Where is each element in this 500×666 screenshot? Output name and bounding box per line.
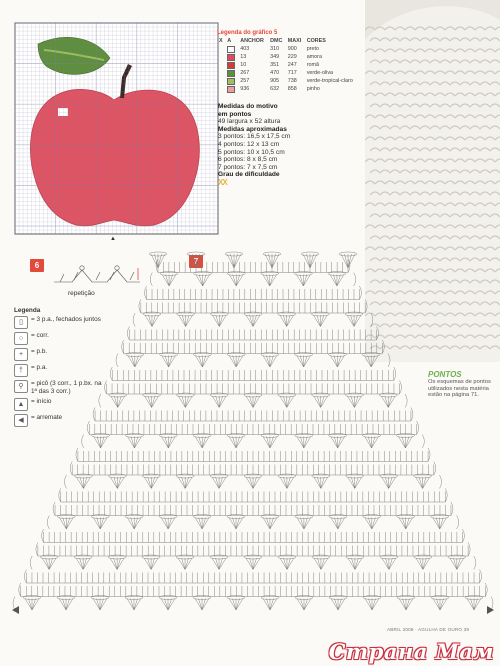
legend-dmc: 470 [270,70,280,76]
stitch-symbol-icon: ▲ [14,398,28,411]
legend-x [217,85,225,93]
measure-line: 6 pontos: 8 x 8,5 cm [218,156,278,164]
color-swatch-cell [225,61,238,69]
stitch-description: = p.b. [31,348,48,356]
color-swatch-cell [225,77,238,85]
legend-anchor: 936 [240,86,250,92]
legend-anchor: 13 [240,54,247,60]
legend-x [217,53,225,61]
color-swatch [227,86,235,93]
color-swatch [227,62,235,69]
pontos-title: PONTOS [428,370,462,379]
legend-cores: pinho [306,86,320,92]
legend-maxi: 229 [287,54,297,60]
legend-row [217,85,359,93]
pontos-note [428,372,496,399]
measures-heading-1: Medidas do motivo [218,103,278,110]
legend-x [217,69,225,77]
difficulty-marks: XX [218,177,227,187]
stitch-description: = 3 p.a., fechados juntos [31,316,101,324]
legend-cores: verde-oliva [306,70,334,76]
measure-line: 4 pontos: 12 x 13 cm [218,140,280,148]
legend-title: Legenda do gráfico 5 [217,30,278,36]
legend-anchor: 10 [240,62,247,68]
legend-cores: preto [306,46,319,52]
measures-heading-2: em pontos [218,110,252,118]
legend-x [217,77,225,85]
col-cores: CORES [306,38,326,44]
stitch-symbol-icon: + [14,348,28,361]
stitch-symbol-icon: † [14,364,28,377]
legend-cores: romã [306,62,319,68]
legend-dmc: 905 [270,78,280,84]
stitch-description: = início [31,397,52,405]
stitch-description: = corr. [31,332,49,340]
legend-maxi: 738 [287,78,297,84]
legend-dmc: 349 [270,54,280,60]
color-swatch-cell [225,45,238,53]
col-a: A [227,38,232,44]
legend-maxi: 717 [287,70,297,76]
color-swatch [227,78,235,85]
col-anchor: ANCHOR [240,38,264,44]
legend-row [217,69,359,77]
legend-row [217,77,359,85]
stitch-symbol-icon: ○ [14,332,28,345]
svg-text:▲: ▲ [110,236,116,242]
measures-size: 49 largura x 52 altura [218,118,281,126]
chart-5-legend [217,30,359,93]
measure-line: 3 pontos: 16,5 x 17,5 cm [218,133,291,141]
legend-anchor: 267 [240,70,250,76]
diagram-6-badge: 6 [30,259,44,272]
difficulty-label: Grau de dificuldade [218,171,280,179]
color-swatch [227,54,235,61]
legend-x [217,45,225,53]
legend-row [217,61,359,69]
measures-heading-3: Medidas aproximadas [218,125,287,133]
diagram-7-badge: 7 [189,255,203,268]
color-swatch-cell [225,69,238,77]
legend-maxi: 858 [287,86,297,92]
legend-cores: verde-tropical-claro [306,78,353,84]
stitch-description: = p.a. [31,364,48,372]
apple-highlight [58,108,68,116]
pontos-text: Os esquemas de pontos utilizados nesta matéria estão na página 71. [428,378,491,399]
color-swatch-cell [225,85,238,93]
col-x: X [219,38,223,44]
legend-dmc: 351 [270,62,280,68]
legend-maxi: 900 [287,46,297,52]
legend-row [217,53,359,61]
stitch-description: = picô (3 corr., 1 p.bx. na 1ª das 3 corr.) [31,380,102,395]
legend-anchor: 403 [240,46,250,52]
color-swatch [227,70,235,77]
stitch-symbol-icon: ▯ [14,316,28,329]
triangle-crochet-diagram-7 [10,248,496,623]
color-swatch [227,46,235,53]
apple-cross-stitch-chart [14,22,219,242]
measure-line: 7 pontos: 7 x 7,5 cm [218,163,278,171]
repeticao-label: repetição [68,290,95,297]
legend-x [217,61,225,69]
measure-line: 5 pontos: 10 x 10,5 cm [218,148,285,156]
stitch-symbol-icon: ⚲ [14,380,28,393]
legend-row [217,45,359,53]
legend-anchor: 257 [240,78,250,84]
color-swatch-cell [225,53,238,61]
page-footer: ABRIL 2008 · AGULHA DE OURO 39 [387,627,470,632]
diagram-legend-title: Legenda [14,307,41,314]
legend-cores: amora [306,54,322,60]
legend-dmc: 310 [270,46,280,52]
legend-dmc: 632 [270,86,280,92]
stitch-symbol-icon: ◀ [14,414,28,427]
watermark-logo: Страна Мам [328,639,494,664]
col-dmc: DMC [270,38,283,44]
legend-maxi: 247 [287,62,297,68]
legend-table [217,37,359,93]
motif-measures [218,103,363,187]
col-maxi: MAXI [287,38,302,44]
stitch-description: = arremate [31,413,63,421]
